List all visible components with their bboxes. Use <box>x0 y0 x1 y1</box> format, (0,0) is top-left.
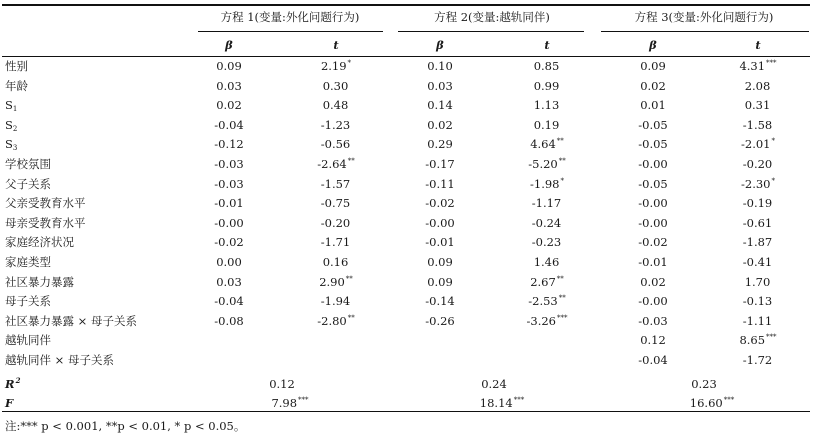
model3-t-cell: 2.08 <box>744 79 771 93</box>
model2-t-cell: 1.13 <box>533 98 560 112</box>
model1-beta-cell: -0.04 <box>214 118 244 132</box>
model1-t-cell: 0.48 <box>322 98 349 112</box>
model1-t-cell: -2.64** <box>317 157 355 171</box>
model1-beta-cell: 0.00 <box>216 255 242 269</box>
model3-beta-cell: -0.02 <box>638 235 668 249</box>
model1-t-cell: 2.19* <box>320 59 352 73</box>
model1-beta-cell: -0.03 <box>214 157 244 171</box>
model2-t-cell: 1.46 <box>533 255 560 269</box>
row-label: 家庭类型 <box>5 255 51 269</box>
header-bottom-rule <box>2 56 810 57</box>
model3-t-cell: -1.87 <box>742 235 773 249</box>
row-label: 母子关系 <box>5 294 51 308</box>
model1-t-cell: -1.57 <box>320 177 351 191</box>
row-label: 性别 <box>5 59 28 73</box>
model1-t-cell: -0.20 <box>320 216 351 230</box>
table-bottom-rule <box>2 411 810 412</box>
model3-t-cell: -0.13 <box>742 294 773 308</box>
model1-beta-cell: 0.03 <box>216 79 242 93</box>
model3-beta-header: β <box>649 38 657 52</box>
model3-header-rule <box>601 31 809 32</box>
model2-t-cell: -0.23 <box>531 235 562 249</box>
f-model1: 7.98*** <box>271 396 309 410</box>
model2-beta-cell: -0.01 <box>425 235 455 249</box>
model1-beta-cell: -0.03 <box>214 177 244 191</box>
row-label: 学校氛围 <box>5 157 51 171</box>
model3-t-cell: -1.58 <box>742 118 773 132</box>
model2-header-rule <box>398 31 584 32</box>
model2-t-cell: -1.98* <box>530 177 564 191</box>
model3-beta-cell: 0.12 <box>640 333 666 347</box>
row-label: $S_3$ <box>5 137 18 152</box>
model1-beta-cell: -0.01 <box>214 196 244 210</box>
model3-beta-cell: -0.03 <box>638 314 668 328</box>
f-label: F <box>5 396 14 410</box>
model3-beta-cell: 0.01 <box>640 98 666 112</box>
model3-beta-cell: 0.02 <box>640 79 666 93</box>
row-label: $S_2$ <box>5 118 18 133</box>
model1-beta-cell: 0.02 <box>216 98 242 112</box>
model1-t-cell: -1.23 <box>320 118 351 132</box>
model2-beta-cell: -0.26 <box>425 314 455 328</box>
model1-t-cell: -0.56 <box>320 137 351 151</box>
model1-beta-header: β <box>225 38 233 52</box>
model2-beta-cell: 0.09 <box>427 275 453 289</box>
model1-header-rule <box>198 31 383 32</box>
model2-beta-cell: 0.09 <box>427 255 453 269</box>
model1-beta-cell: -0.08 <box>214 314 244 328</box>
model1-beta-cell: -0.12 <box>214 137 244 151</box>
r2-label: $R^2$ <box>5 376 21 391</box>
model3-t-cell: -0.20 <box>742 157 773 171</box>
model2-t-cell: -0.24 <box>531 216 562 230</box>
model2-beta-cell: 0.02 <box>427 118 453 132</box>
model2-beta-cell: 0.03 <box>427 79 453 93</box>
model3-t-cell: -1.11 <box>742 314 773 328</box>
model3-t-cell: 1.70 <box>744 275 771 289</box>
model2-beta-cell: -0.17 <box>425 157 455 171</box>
model2-t-cell: -5.20** <box>528 157 566 171</box>
row-label: 社区暴力暴露 × 母子关系 <box>5 314 137 328</box>
model3-beta-cell: 0.02 <box>640 275 666 289</box>
row-label: 越轨同伴 <box>5 333 51 347</box>
model2-t-cell: -1.17 <box>531 196 562 210</box>
f-model3: 16.60*** <box>689 396 735 410</box>
model2-t-cell: -3.26*** <box>526 314 568 328</box>
r2-model2: 0.24 <box>481 377 507 391</box>
row-label: 父亲受教育水平 <box>5 196 86 210</box>
model2-t-cell: 0.19 <box>533 118 560 132</box>
model2-t-cell <box>547 353 548 367</box>
model2-t-cell: -2.53** <box>528 294 566 308</box>
model2-beta-cell: -0.11 <box>425 177 455 191</box>
model2-t-cell: 0.85 <box>533 59 560 73</box>
model1-beta-cell: 0.03 <box>216 275 242 289</box>
model2-header: 方程 2(变量:越轨同伴) <box>434 10 550 24</box>
row-label: $S_1$ <box>5 98 18 113</box>
model3-beta-cell: -0.05 <box>638 137 668 151</box>
model2-t-cell <box>547 333 548 347</box>
table-note: 注:*** p < 0.001, **p < 0.01, * p < 0.05。 <box>5 419 246 433</box>
model1-t-cell: 2.90** <box>319 275 353 289</box>
model1-t-cell <box>336 353 337 367</box>
row-label: 社区暴力暴露 <box>5 275 74 289</box>
model1-beta-cell: -0.04 <box>214 294 244 308</box>
model3-beta-cell: -0.00 <box>638 157 668 171</box>
row-label: 越轨同伴 × 母子关系 <box>5 353 114 367</box>
row-label: 父子关系 <box>5 177 51 191</box>
row-label: 母亲受教育水平 <box>5 216 86 230</box>
model3-header: 方程 3(变量:外化问题行为) <box>634 10 774 24</box>
model2-t-header: t <box>544 38 550 52</box>
model3-t-cell: -2.01* <box>741 137 775 151</box>
model2-beta-cell: -0.00 <box>425 216 455 230</box>
model1-t-header: t <box>333 38 339 52</box>
row-label: 家庭经济状况 <box>5 235 74 249</box>
model3-t-cell: -0.61 <box>742 216 773 230</box>
model1-t-cell: -0.75 <box>320 196 351 210</box>
model3-beta-cell: -0.00 <box>638 216 668 230</box>
table-top-rule <box>2 4 810 6</box>
model1-beta-cell: -0.02 <box>214 235 244 249</box>
model3-t-cell: -0.41 <box>742 255 773 269</box>
model3-beta-cell: -0.00 <box>638 196 668 210</box>
model1-beta-cell: 0.09 <box>216 59 242 73</box>
f-model2: 18.14*** <box>479 396 525 410</box>
model1-t-cell: 0.30 <box>322 79 349 93</box>
model3-t-cell: -2.30* <box>741 177 775 191</box>
model3-beta-cell: -0.05 <box>638 177 668 191</box>
model3-t-cell: -0.19 <box>742 196 773 210</box>
model1-t-cell: -1.71 <box>320 235 351 249</box>
model3-beta-cell: -0.05 <box>638 118 668 132</box>
model3-t-cell: 8.65*** <box>739 333 777 347</box>
model1-beta-cell: -0.00 <box>214 216 244 230</box>
model2-beta-cell: -0.02 <box>425 196 455 210</box>
model3-beta-cell: 0.09 <box>640 59 666 73</box>
model3-t-cell: 0.31 <box>744 98 771 112</box>
model1-t-cell: -2.80** <box>317 314 355 328</box>
model2-beta-cell: -0.14 <box>425 294 455 308</box>
model3-beta-cell: -0.04 <box>638 353 668 367</box>
model3-t-header: t <box>755 38 761 52</box>
model2-beta-cell: 0.29 <box>427 137 453 151</box>
model2-beta-header: β <box>436 38 444 52</box>
model1-header: 方程 1(变量:外化问题行为) <box>220 10 360 24</box>
model3-t-cell: -1.72 <box>742 353 773 367</box>
model3-beta-cell: -0.01 <box>638 255 668 269</box>
model2-t-cell: 4.64** <box>530 137 564 151</box>
row-label: 年龄 <box>5 79 28 93</box>
model3-beta-cell: -0.00 <box>638 294 668 308</box>
model2-beta-cell: 0.10 <box>427 59 453 73</box>
model3-t-cell: 4.31*** <box>739 59 777 73</box>
model1-t-cell <box>336 333 337 347</box>
model1-t-cell: 0.16 <box>322 255 349 269</box>
r2-model1: 0.12 <box>269 377 295 391</box>
model1-t-cell: -1.94 <box>320 294 351 308</box>
model2-t-cell: 2.67** <box>530 275 564 289</box>
model2-beta-cell: 0.14 <box>427 98 453 112</box>
r2-model3: 0.23 <box>691 377 717 391</box>
model2-t-cell: 0.99 <box>533 79 560 93</box>
